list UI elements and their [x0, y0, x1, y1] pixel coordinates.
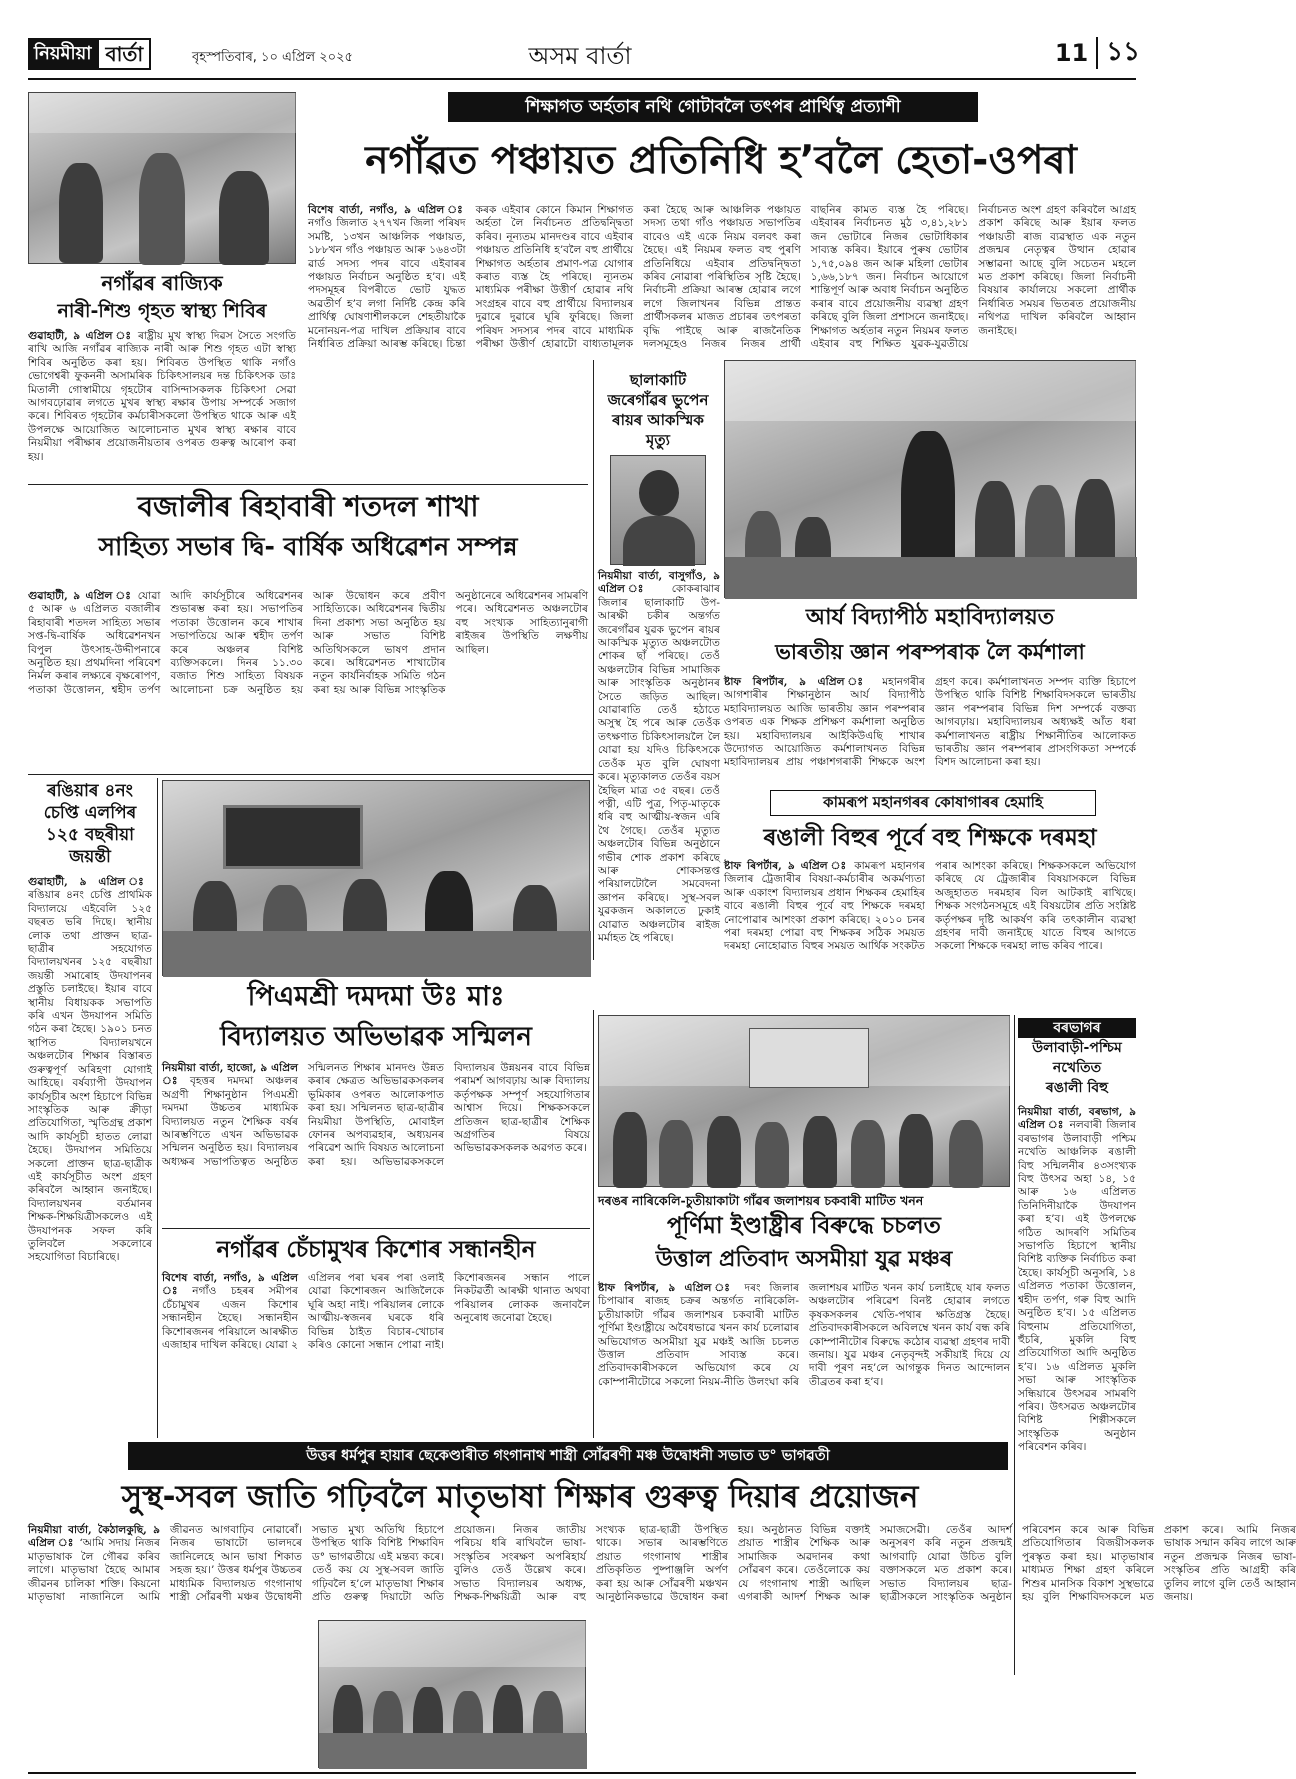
literary-text: যোৱা ৫ আৰু ৬ এপ্ৰিলত বজালীৰ ৰিহাবাৰী শতদল সাহিত্য সভাৰ সপ্ত-দ্বি-বাৰ্ষিক অধিৱেশনখন বিপুল উৎসাহ-উদ্দীপনাৰে অনুষ্ঠিত হয়। প্ৰথমদিনা পৰিবেশ নিৰ্মল কৰাৰ লক্ষ্যৰে বৃক্ষৰোপণ, পতাকা উত্তোলন, শ্বহীদ তৰ্পণ আদি কাৰ্যসূচীৰে অধিৱেশনৰ শুভাৰম্ভ কৰা হয়। সভাপতিৰ পতাকা উত্তোলন কৰে শাখাৰ সভাপতিয়ে আৰু শ্বহীদ তৰ্পণ কৰে অঞ্চলৰ বিশিষ্ট ব্যক্তিসকলে। দিনৰ ১১.৩০ বজাত শিশু সাহিত্য বিষয়ক আলোচনা চক্ৰ অনুষ্ঠিত হয় আৰু উদ্বোধন কৰে প্ৰবীণ সাহিত্যিকে। অধিৱেশনৰ দ্বিতীয় দিনা প্ৰকাশ্য সভা অনুষ্ঠিত হয় আৰু সভাত বিশিষ্ট অতিথিসকলে ভাষণ প্ৰদান কৰে। অধিৱেশনত শাখাটোৰ নতুন কাৰ্যনিৰ্বাহক সমিতি গঠন কৰা হয় আৰু বিভিন্ন সাংস্কৃতিক অনুষ্ঠানেৰে অধিৱেশনৰ সামৰণি পৰে। অধিৱেশনত অঞ্চলটোৰ বহু সংখ্যক সাহিত্যানুৰাগী ৰাইজৰ উপস্থিতি লক্ষণীয় আছিল।	[28, 590, 588, 696]
literary-headline-line2: সাহিত্য সভাৰ দ্বি- বাৰ্ষিক অধিৱেশন সম্পন্ন	[98, 532, 518, 561]
missing-text: নগাঁও চহৰৰ সমীপৰ চেঁচামুখৰ এজন কিশোৰ সন্ধানহীন হৈছে। সন্ধানহীন কিশোৰজনৰ পৰিয়ালে আৰক্ষীত এজাহাৰ দাখিল কৰিছে। যোৱা ২ এপ্ৰিলৰ পৰা ঘৰৰ পৰা ওলাই যোৱা কিশোৰজন আজিলৈকে ঘূৰি অহা নাই। পৰিয়ালৰ লোকে আত্মীয়-স্বজনৰ ঘৰকে ধৰি বিভিন্ন ঠাইত বিচাৰ-খোচাৰ কৰিও কোনো সন্ধান পোৱা নাই। কিশোৰজনৰ সন্ধান পালে নিকটৱৰ্তী আৰক্ষী থানাত অথবা পৰিয়ালৰ লোকক জনাবলৈ অনুৰোধ জনোৱা হৈছে।	[162, 1272, 590, 1352]
seminar-text: মহানগৰীৰ আগশাৰীৰ শিক্ষানুষ্ঠান আৰ্য বিদ্যাপীঠ মহাবিদ্যালয়ত আজি ভাৰতীয় জ্ঞান পৰম্পৰাৰ ওপৰত এক শিক্ষক প্ৰশিক্ষণ কৰ্মশালা অনুষ্ঠিত হয়। মহাবিদ্যালয়ৰ আইকিউএছি শাখাৰ উদ্যোগত আয়োজিত কৰ্মশালাখনত বিভিন্ন মহাবিদ্যালয়ৰ প্ৰায় পঞ্চাশগৰাকী শিক্ষকে অংশ গ্ৰহণ কৰে। কৰ্মশালাখনত সম্পদ ব্যক্তি হিচাপে উপস্থিত থাকি বিশিষ্ট শিক্ষাবিদসকলে ভাৰতীয় জ্ঞান পৰম্পৰাৰ বিভিন্ন দিশ সম্পৰ্কে বক্তব্য আগবঢ়ায়। মহাবিদ্যালয়ৰ অধ্যক্ষই আঁত ধৰা কৰ্মশালাখনত ৰাষ্ট্ৰীয় শিক্ষানীতিৰ আলোকত ভাৰতীয় জ্ঞান পৰম্পৰাৰ প্ৰাসংগিকতা সম্পৰ্কে বিশদ আলোচনা কৰা হয়।	[724, 676, 1136, 769]
language-dateline: নিয়মীয়া বাৰ্তা, কৈঠালকুছি, ৯ এপ্ৰিল ঃ	[28, 1524, 160, 1550]
jubilee-headline-line4: জয়ন্তী	[69, 847, 111, 867]
obituary-body	[598, 570, 720, 970]
missing-body	[162, 1272, 590, 1432]
health-body	[28, 330, 296, 480]
jubilee-headline-line3: ১২৫ বছৰীয়া	[45, 825, 135, 845]
lead-kicker: শিক্ষাগত অৰ্হতাৰ নথি গোটাবলৈ তৎপৰ প্ৰাৰ্থিত্ব প্ৰত্যাশী	[448, 92, 978, 122]
protest-headline-line1: পূৰ্ণিমা ইণ্ডাষ্ট্ৰীৰ বিৰুদ্ধে চচলত	[667, 1213, 941, 1239]
section-title: অসম বাৰ্তা	[528, 42, 632, 70]
jubilee-headline-line2: চেপ্তি এলপিৰ	[43, 803, 137, 823]
seminar-dateline: ষ্টাফ ৰিপৰ্টাৰ, ৯ এপ্ৰিল ঃ	[724, 676, 871, 688]
pm-shri-text: বৃহত্তৰ দমদমা অঞ্চলৰ অগ্ৰণী শিক্ষানুষ্ঠান পিএমশ্ৰী দমদমা উচ্চতৰ মাধ্যমিক বিদ্যালয়ত নতুন শৈক্ষিক বৰ্ষৰ আৰম্ভণিতে এখন অভিভাৱক সন্মিলন অনুষ্ঠিত হয়। বিদ্যালয়ৰ অধ্যক্ষৰ সভাপতিত্বত অনুষ্ঠিত সন্মিলনত শিক্ষাৰ মানদণ্ড উন্নত কৰাৰ ক্ষেত্ৰত অভিভাৱকসকলৰ ভূমিকাৰ ওপৰত আলোকপাত কৰা হয়। সন্মিলনত ছাত্ৰ-ছাত্ৰীৰ নিয়মীয়া উপস্থিতি, মোবাইল ফোনৰ অপব্যৱহাৰ, অধ্যয়নৰ পৰিৱেশ আদি বিষয়ত আলোচনা কৰা হয়। অভিভাৱকসকলে বিদ্যালয়ৰ উন্নয়নৰ বাবে বিভিন্ন পৰামৰ্শ আগবঢ়ায় আৰু বিদ্যালয় কৰ্তৃপক্ষক সম্পূৰ্ণ সহযোগিতাৰ আশ্বাস দিয়ে। শিক্ষকসকলে প্ৰতিজন ছাত্ৰ-ছাত্ৰীৰ শৈক্ষিক অগ্ৰগতিৰ বিষয়ে অভিভাৱকসকলক অৱগত কৰে।	[162, 1062, 590, 1168]
jubilee-dateline: গুৱাহাটী, ৯ এপ্ৰিল ঃ	[28, 876, 152, 888]
bihu-headline	[1018, 1018, 1136, 1098]
protest-body	[598, 1282, 1010, 1438]
pm-shri-photo	[162, 780, 590, 976]
obituary-headline-line1: ছালাকাটি	[629, 371, 687, 389]
masthead	[0, 0, 1161, 80]
obituary-headline-line4: মৃত্যু	[646, 431, 670, 449]
teachers-kicker: কামৰূপ মহানগৰৰ কোষাগাৰৰ হেমাহি	[770, 790, 1096, 816]
pm-shri-headline-line2: বিদ্যালয়ত অভিভাৱক সন্মিলন	[220, 1022, 532, 1052]
pm-shri-headline-line1: পিএমশ্ৰী দমদমা উঃ মাঃ	[247, 981, 505, 1012]
obituary-portrait	[610, 455, 706, 565]
logo-right: বাৰ্তা	[97, 38, 151, 70]
literary-headline-line1: বজালীৰ ৰিহাবাৰী শতদল শাখা	[137, 490, 479, 523]
page-number	[1010, 36, 1140, 70]
jubilee-headline-line1: ৰঙিয়াৰ ৪নং	[47, 781, 133, 801]
obituary-headline	[598, 370, 718, 450]
page-number-latin: 11	[1054, 39, 1089, 67]
obituary-headline-line3: ৰায়ৰ আকস্মিক	[612, 411, 704, 429]
protest-dateline: ষ্টাফ ৰিপৰ্টাৰ, ৯ এপ্ৰিল ঃ	[598, 1282, 736, 1294]
literary-body	[28, 590, 588, 770]
teachers-headline: ৰঙালী বিহুৰ পূৰ্বে বহু শিক্ষকে দৰমহা	[763, 825, 1097, 851]
pm-shri-dateline: নিয়মীয়া বাৰ্তা, হাজো, ৯ এপ্ৰিল ঃ	[162, 1062, 298, 1088]
bihu-headline-line4: ৰঙালী বিহু	[1045, 1080, 1109, 1096]
health-text: ৰাষ্ট্ৰীয় মুখ স্বাস্থ্য দিৱস সৈতে সংগতি ৰাখি আজি নগাঁৱৰ ৰাজ্যিক নাৰী আৰু শিশু গৃহত এটা স্বাস্থ্য শিবিৰ অনুষ্ঠিত কৰা হয়। শিবিৰত উপস্থিত থাকি নগাঁও ভোগেশ্বৰী ফুকননী অসামৰিক চিকিৎসালয়ৰ দন্ত চিকিৎসক ডাঃ মিতালী গোস্বামীয়ে গৃহটোৰ বাসিন্দাসকলক চিকিৎসা সেৱা আগবঢ়োৱাৰ লগতে মুখৰ স্বাস্থ্য ৰক্ষাৰ উপায় সম্পৰ্কে সজাগ কৰে। শিবিৰত গৃহটোৰ কৰ্মচাৰীসকলো উপস্থিত থাকে আৰু এই উপলক্ষে আয়োজিত আলোচনাত মুখৰ স্বাস্থ্য ৰক্ষাৰ বাবে নিয়মীয়া পৰীক্ষাৰ প্ৰয়োজনীয়তাৰ ওপৰত গুৰুত্ব আৰোপ কৰা হয়।	[28, 330, 296, 463]
jubilee-text: ৰঙিয়াৰ ৪নং চেপ্তি প্ৰাথমিক বিদ্যালয়ে এইবেলি ১২৫ বছৰত ভৰি দিছে। স্থানীয় লোক তথা প্ৰাক্তন ছাত্ৰ-ছাত্ৰীৰ সহযোগত বিদ্যালয়খনৰ ১২৫ বছৰীয়া জয়ন্তী সমাৰোহ উদযাপনৰ প্ৰস্তুতি চলাইছে। ইয়াৰ বাবে স্থানীয় বিধায়কক সভাপতি কৰি এখন উদযাপন সমিতি গঠন কৰা হৈছে। ১৯০১ চনত স্থাপিত বিদ্যালয়খনে অঞ্চলটোৰ শিক্ষাৰ বিস্তাৰত গুৰুত্বপূৰ্ণ অৰিহণা যোগাই আহিছে। বৰ্ষব্যাপী উদযাপন কাৰ্যসূচীৰ অংশ হিচাপে বিভিন্ন সাংস্কৃতিক আৰু ক্ৰীড়া প্ৰতিযোগিতা, স্মৃতিগ্ৰন্থ প্ৰকাশ আদি কাৰ্যসূচী হাতত লোৱা হৈছে। উদযাপন সমিতিয়ে সকলো প্ৰাক্তন ছাত্ৰ-ছাত্ৰীক এই কাৰ্যসূচীত অংশ গ্ৰহণ কৰিবলৈ আহ্বান জনাইছে। বিদ্যালয়খনৰ বৰ্তমানৰ শিক্ষক-শিক্ষয়িত্ৰীসকলেও এই উদযাপনক সফল কৰি তুলিবলৈ সকলোৰে সহযোগিতা বিচাৰিছে।	[28, 889, 152, 1264]
teachers-dateline: ষ্টাফ ৰিপৰ্টাৰ, ৯ এপ্ৰিল ঃ	[724, 860, 849, 872]
seminar-photo	[724, 360, 1136, 598]
teachers-body	[724, 860, 1136, 1010]
obituary-dateline: নিয়মীয়া বাৰ্তা, বাসুগাঁও, ৯ এপ্ৰিল ঃ	[598, 570, 720, 596]
health-dateline: গুৱাহাটী, ৯ এপ্ৰিল ঃ	[28, 330, 133, 342]
pm-shri-body	[162, 1062, 590, 1222]
literary-dateline: গুৱাহাটী, ৯ এপ্ৰিল ঃ	[28, 590, 133, 602]
bihu-headline-line3: নখেতিত	[1052, 1060, 1102, 1076]
bihu-headline-line2: উলাবাড়ী-পশ্চিম	[1032, 1040, 1122, 1056]
lead-text: নগাঁও জিলাত ২৭৭খন জিলা পৰিষদ সমষ্টি, ১৩খন আঞ্চলিক পঞ্চায়ত, ১৮৮খন গাঁও পঞ্চায়ত আৰু ১৬৪৩টা ৱাৰ্ড সদস্য পদৰ বাবে এইবাৰৰ পঞ্চায়ত নিৰ্বাচন অনুষ্ঠিত হ’ব। এই পদসমূহৰ বিপৰীতে ভোট যুদ্ধত অৱতীৰ্ণ হ’ব লগা নিৰ্দিষ্ট কেন্দ্ৰ কৰি প্ৰাৰ্থিত্ব ঘোষণাশীলকলে শেহতীয়াকৈ মনোনয়ন-পত্ৰ দাখিল প্ৰক্ৰিয়াৰ বাবে নিৰ্ধাৰিত প্ৰক্ৰিয়া আৰম্ভ কৰিছে। চিন্তা কৰক এইবাৰ কোনে কিমান শিক্ষাগত অৰ্হতা লৈ নিৰ্বাচনত প্ৰতিদ্বন্দ্বিতা কৰিব। নূন্যতম মানদণ্ডৰ বাবে এইবাৰ পঞ্চায়ত প্ৰতিনিধি হ’বলৈ বহু প্ৰাৰ্থীয়ে শিক্ষাগত অৰ্হতাৰ প্ৰমাণ-পত্ৰ যোগাৰ কৰাত ব্যস্ত হৈ পৰিছে। ন্যূনতম মাধ্যমিক পৰীক্ষা উত্তীৰ্ণ হোৱাৰ নথি সংগ্ৰহৰ বাবে বহু প্ৰাৰ্থীয়ে বিদ্যালয়ৰ দুৱাৰে দুৱাৰে ঘূৰি ফুৰিছে। জিলা পৰিষদ সদস্যৰ পদৰ বাবে মাধ্যমিক পৰীক্ষা উত্তীৰ্ণ হোৱাটো বাধ্যতামূলক কৰা হৈছে আৰু আঞ্চলিক পঞ্চায়ত সদস্য তথা গাঁও পঞ্চায়ত সভাপতিৰ বাবেও এই একে নিয়ম বলবৎ কৰা হৈছে। এই নিয়মৰ ফলত বহু পুৰণি প্ৰতিনিধিয়ে এইবাৰ প্ৰতিদ্বন্দ্বিতা কৰিব নোৱাৰা পৰিস্থিতিৰ সৃষ্টি হৈছে। নিৰ্বাচনী প্ৰক্ৰিয়া আৰম্ভ হোৱাৰ লগে লগে জিলাখনৰ বিভিন্ন প্ৰান্তত প্ৰাৰ্থীসকলৰ মাজত প্ৰচাৰৰ তৎপৰতা বৃদ্ধি পাইছে আৰু ৰাজনৈতিক দলসমূহেও নিজৰ নিজৰ প্ৰাৰ্থী বাছনিৰ কামত ব্যস্ত হৈ পৰিছে। এইবাৰৰ নিৰ্বাচনত মুঠ ৩,৪১,২৮১ জন ভোটাৰে নিজৰ ভোটাধিকাৰ সাব্যস্ত কৰিব। ইয়াৰে পুৰুষ ভোটাৰ ১,৭৫,০৯৪ জন আৰু মহিলা ভোটাৰ ১,৬৬,১৮৭ জন। নিৰ্বাচন আয়োগে শান্তিপূৰ্ণ আৰু অবাধ নিৰ্বাচন অনুষ্ঠিত কৰাৰ বাবে প্ৰয়োজনীয় ব্যৱস্থা গ্ৰহণ কৰিছে বুলি জিলা প্ৰশাসনে জনাইছে। শিক্ষাগত অৰ্হতাৰ নতুন নিয়মৰ ফলত এইবাৰ বহু শিক্ষিত যুৱক-যুৱতীয়ে নিৰ্বাচনত অংশ গ্ৰহণ কৰিবলৈ আগ্ৰহ প্ৰকাশ কৰিছে আৰু ইয়াৰ ফলত পঞ্চায়তী ৰাজ ব্যৱস্থাত এক নতুন প্ৰজন্মৰ নেতৃত্বৰ উত্থান হোৱাৰ সম্ভাৱনা আছে বুলি সচেতন মহলে মত প্ৰকাশ কৰিছে। জিলা নিৰ্বাচনী বিষয়াৰ কাৰ্যালয়ে সকলো প্ৰাৰ্থীক নিৰ্ধাৰিত সময়ৰ ভিতৰত প্ৰয়োজনীয় নথিপত্ৰ দাখিল কৰিবলৈ আহ্বান জনাইছে।	[308, 204, 1136, 351]
issue-date: বৃহস্পতিবাৰ, ১০ এপ্ৰিল ২০২৫	[192, 50, 353, 65]
lead-headline: নগাঁৱত পঞ্চায়ত প্ৰতিনিধি হ’বলৈ হেতা-ওপৰা	[365, 138, 1077, 183]
masthead-logo	[28, 38, 151, 70]
bihu-text: নলবাৰী জিলাৰ বৰভাগৰ উলাবাড়ী পশ্চিম নখেতি আঞ্চলিক ৰঙালী বিহু সন্মিলনীৰ ৪৩সংখ্যক বিহু উৎসৱ অহা ১৪, ১৫ আৰু ১৬ এপ্ৰিলত তিনিদিনীয়াকৈ উদযাপন কৰা হ’ব। এই উপলক্ষে গঠিত আদৰণি সমিতিৰ সভাপতি হিচাপে স্থানীয় বিশিষ্ট ব্যক্তিক নিৰ্বাচিত কৰা হৈছে। কাৰ্যসূচী অনুসৰি, ১৪ এপ্ৰিলত পতাকা উত্তোলন, শ্বহীদ তৰ্পণ, গৰু বিহু আদি অনুষ্ঠিত হ’ব। ১৫ এপ্ৰিলত বিহুনাম প্ৰতিযোগিতা, হুঁচৰি, মুকলি বিহু প্ৰতিযোগিতা আদি অনুষ্ঠিত হ’ব। ১৬ এপ্ৰিলত মুকলি সভা আৰু সাংস্কৃতিক সন্ধিয়াৰে উৎসৱৰ সামৰণি পৰিব। উৎসৱত অঞ্চলটোৰ বিশিষ্ট শিল্পীসকলে সাংস্কৃতিক অনুষ্ঠান পৰিবেশন কৰিব।	[1018, 1119, 1136, 1454]
lead-dateline: বিশেষ বাৰ্তা, নগাঁও, ৯ এপ্ৰিল ঃ	[308, 204, 466, 216]
teachers-text: কামৰূপ মহানগৰ জিলাৰ ট্ৰেজাৰীৰ বিষয়া-কৰ্মচাৰীৰ অকৰ্মণ্যতা আৰু একাংশ বিদ্যালয়ৰ প্ৰধান শিক্ষকৰ হেমাহিৰ বাবে ৰঙালী বিহুৰ পূৰ্বে বহু শিক্ষকে দৰমহা নোপোৱাৰ আশংকা প্ৰকাশ কৰিছে। ২০১০ চনৰ পৰা দৰমহা পোৱা বহু শিক্ষকৰ সঠিক সময়ত দৰমহা নোহোৱাত বিহুৰ সময়ত আৰ্থিক সংকটত পৰাৰ আশংকা কৰিছে। শিক্ষকসকলে অভিযোগ কৰিছে যে ট্ৰেজাৰীৰ বিষয়াসকলে বিভিন্ন অজুহাতত দৰমহাৰ বিল আটকাই ৰাখিছে। শিক্ষক সংগঠনসমূহে এই বিষয়টোৰ প্ৰতি সংশ্লিষ্ট কৰ্তৃপক্ষৰ দৃষ্টি আকৰ্ষণ কৰি তৎকালীন ব্যৱস্থা গ্ৰহণৰ দাবী জনাইছে যাতে বিহুৰ আগতে সকলো শিক্ষকে দৰমহা লাভ কৰিব পাৰে।	[724, 860, 1136, 953]
protest-photo	[598, 1015, 1010, 1187]
logo-left: নিয়মীয়া	[28, 38, 97, 70]
obituary-text: কোকৰাঝাৰ জিলাৰ ছালাকাটি উপ-আৰক্ষী চকীৰ অন্তৰ্গত জৰেগাঁৱৰ যুৱক ভুপেন ৰায়ৰ আকস্মিক মৃত্যুত অঞ্চলটোত শোকৰ ছাঁ পৰিছে। তেওঁ অঞ্চলটোৰ বিভিন্ন সামাজিক আৰু সাংস্কৃতিক অনুষ্ঠানৰ সৈতে জড়িত আছিল। যোৱাৰাতি তেওঁ হঠাতে অসুস্থ হৈ পৰে আৰু তেওঁক তৎক্ষণাত চিকিৎসালয়লৈ লৈ যোৱা হয় যদিও চিকিৎসকে তেওঁক মৃত বুলি ঘোষণা কৰে। মৃত্যুকালত তেওঁৰ বয়স হৈছিল মাত্ৰ ৩৫ বছৰ। তেওঁ পত্নী, এটি পুত্ৰ, পিতৃ-মাতৃকে ধৰি বহু আত্মীয়-স্বজন এৰি থৈ গৈছে। তেওঁৰ মৃত্যুত অঞ্চলটোৰ বিভিন্ন অনুষ্ঠানে গভীৰ শোক প্ৰকাশ কৰিছে আৰু শোকসন্তপ্ত পৰিয়ালটোলৈ সমবেদনা জ্ঞাপন কৰিছে। সুস্থ-সবল যুৱকজন অকালতে ঢুকাই যোৱাত অঞ্চলটোৰ ৰাইজ মৰ্মাহত হৈ পৰিছে।	[598, 583, 720, 944]
missing-headline: নগাঁৱৰ চেঁচামুখৰ কিশোৰ সন্ধানহীন	[216, 1237, 536, 1263]
bihu-headline-line1: বৰভাগৰ	[1018, 1018, 1136, 1038]
bihu-dateline: নিয়মীয়া বাৰ্তা, বৰভাগ, ৯ এপ্ৰিল ঃ	[1018, 1106, 1136, 1132]
missing-dateline: বিশেষ বাৰ্তা, নগাঁও, ৯ এপ্ৰিল ঃ	[162, 1272, 298, 1298]
seminar-body	[724, 676, 1136, 784]
masthead-rule	[28, 78, 1136, 80]
seminar-headline-line2: ভাৰতীয় জ্ঞান পৰম্পৰাক লৈ কৰ্মশালা	[775, 640, 1085, 664]
seminar-headline-line1: আৰ্য বিদ্যাপীঠ মহাবিদ্যালয়ত	[805, 605, 1055, 630]
jubilee-headline	[28, 780, 152, 868]
protest-kicker: দৰঙৰ নাৰিকেলি-চুতীয়াকাটা গাঁৱৰ জলাশয়ৰ চকবাৰী মাটিত খনন	[598, 1193, 924, 1208]
protest-text: দৰং জিলাৰ চিপাঝাৰ ৰাজহ চক্ৰৰ অন্তৰ্গত নাৰিকেলি-চুতীয়াকাটা গাঁৱৰ জলাশয়ৰ চকবাৰী মাটিত পূৰ্ণিমা ইণ্ডাষ্ট্ৰীয়ে অবৈধভাৱে খনন কাৰ্য চলোৱাৰ অভিযোগত অসমীয়া যুৱ মঞ্চই আজি চচলত উত্তাল প্ৰতিবাদ সাব্যস্ত কৰে। প্ৰতিবাদকাৰীসকলে অভিযোগ কৰে যে কোম্পানীটোৱে সকলো নিয়ম-নীতি উলংঘা কৰি জলাশয়ৰ মাটিত খনন কাৰ্য চলাইছে যাৰ ফলত অঞ্চলটোৰ পৰিৱেশ বিনষ্ট হোৱাৰ লগতে কৃষকসকলৰ খেতি-পথাৰ ক্ষতিগ্ৰস্ত হৈছে। প্ৰতিবাদকাৰীসকলে অবিলম্বে খনন কাৰ্য বন্ধ কৰি কোম্পানীটোৰ বিৰুদ্ধে কঠোৰ ব্যৱস্থা গ্ৰহণৰ দাবী জনায়। যুৱ মঞ্চৰ নেতৃবৃন্দই সকীয়াই দিয়ে যে দাবী পূৰণ নহ’লে আগন্তুক দিনত আন্দোলন তীব্ৰতৰ কৰা হ’ব।	[598, 1282, 1010, 1388]
lead-body	[308, 204, 1136, 354]
obituary-headline-line2: জৰেগাঁৱৰ ভুপেন	[607, 391, 709, 409]
language-kicker: উত্তৰ ধৰ্মপুৰ হায়াৰ ছেকেণ্ডাৰীত গংগানাথ শাস্ত্ৰী সোঁৱৰণী মঞ্চ উদ্বোধনী সভাত ড° ভাগৱতী	[128, 1442, 1008, 1470]
language-body-top	[28, 1524, 1296, 1616]
protest-headline-line2: উত্তাল প্ৰতিবাদ অসমীয়া যুৱ মঞ্চৰ	[655, 1247, 953, 1272]
health-camp-photo	[28, 92, 296, 264]
page-number-assamese: ১১	[1106, 37, 1140, 67]
health-headline-line2: নাৰী-শিশু গৃহত স্বাস্থ্য শিবিৰ	[57, 300, 267, 322]
language-headline: সুস্থ-সবল জাতি গঢ়িবলৈ মাতৃভাষা শিক্ষাৰ গুৰুত্ব দিয়াৰ প্ৰয়োজন	[121, 1479, 919, 1515]
language-photo	[318, 1620, 586, 1768]
health-headline-line1: নগাঁৱৰ ৰাজ্যিক	[101, 271, 223, 295]
language-text: ‘আমি সদায় নিজৰ মাতৃভাষাক লৈ গৌৰৱ কৰিব লাগে। মাতৃভাষা হৈছে আমাৰ জীৱনৰ চালিকা শক্তি। কিয়নো মাতৃভাষা নাজানিলে আমি জীৱনত আগবাঢ়িব নোৱাৰোঁ। নিজৰ ভাষাটো ভালদৰে জানিলেহে আন ভাষা শিকাত সহজ হয়।’ উত্তৰ ধৰ্মপুৰ উচ্চতৰ মাধ্যমিক বিদ্যালয়ত গংগানাথ শাস্ত্ৰী সোঁৱৰণী মঞ্চৰ উদ্বোধনী সভাত মুখ্য অতিথি হিচাপে উপস্থিত থাকি বিশিষ্ট শিক্ষাবিদ ড° ভাগৱতীয়ে এই মন্তব্য কৰে। তেওঁ কয় যে সুস্থ-সবল জাতি গঢ়িবলৈ হ’লে মাতৃভাষা শিক্ষাৰ প্ৰতি গুৰুত্ব দিয়াটো অতি প্ৰয়োজন। নিজৰ জাতীয় পৰিচয় ধৰি ৰাখিবলৈ ভাষা-সংস্কৃতিৰ সংৰক্ষণ অপৰিহাৰ্য বুলিও তেওঁ উল্লেখ কৰে। সভাত বিদ্যালয়ৰ অধ্যক্ষ, শিক্ষক-শিক্ষয়িত্ৰী আৰু বহু সংখ্যক ছাত্ৰ-ছাত্ৰী উপস্থিত থাকে। সভাৰ আৰম্ভণিতে প্ৰয়াত গংগানাথ শাস্ত্ৰীৰ প্ৰতিকৃতিত পুষ্পাঞ্জলি অৰ্পণ কৰা হয় আৰু সোঁৱৰণী মঞ্চখন আনুষ্ঠানিকভাৱে উদ্বোধন কৰা হয়। অনুষ্ঠানত বিভিন্ন বক্তাই প্ৰয়াত শাস্ত্ৰীৰ শৈক্ষিক আৰু সামাজিক অৱদানৰ কথা সোঁৱৰণ কৰে। তেওঁলোকে কয় যে গংগানাথ শাস্ত্ৰী আছিল এগৰাকী আদৰ্শ শিক্ষক আৰু সমাজসেৱী। তেওঁৰ আদৰ্শ অনুসৰণ কৰি নতুন প্ৰজন্মই আগবাঢ়ি যোৱা উচিত বুলি বক্তাসকলে মত প্ৰকাশ কৰে। সভাত বিদ্যালয়ৰ ছাত্ৰ-ছাত্ৰীসকলে সাংস্কৃতিক অনুষ্ঠান পৰিবেশন কৰে আৰু বিভিন্ন প্ৰতিযোগিতাৰ বিজয়ীসকলক পুৰস্কৃত কৰা হয়। মাতৃভাষাৰ মাধ্যমত শিক্ষা গ্ৰহণ কৰিলে শিশুৰ মানসিক বিকাশ সুস্থভাৱে হয় বুলি শিক্ষাবিদসকলে মত প্ৰকাশ কৰে। আমি নিজৰ ভাষাক সন্মান কৰিব লাগে আৰু নতুন প্ৰজন্মক নিজৰ ভাষা-সংস্কৃতিৰ প্ৰতি আগ্ৰহী কৰি তুলিব লাগে বুলি তেওঁ আহ্বান জনায়।	[28, 1524, 1296, 1604]
jubilee-body	[28, 876, 152, 1436]
